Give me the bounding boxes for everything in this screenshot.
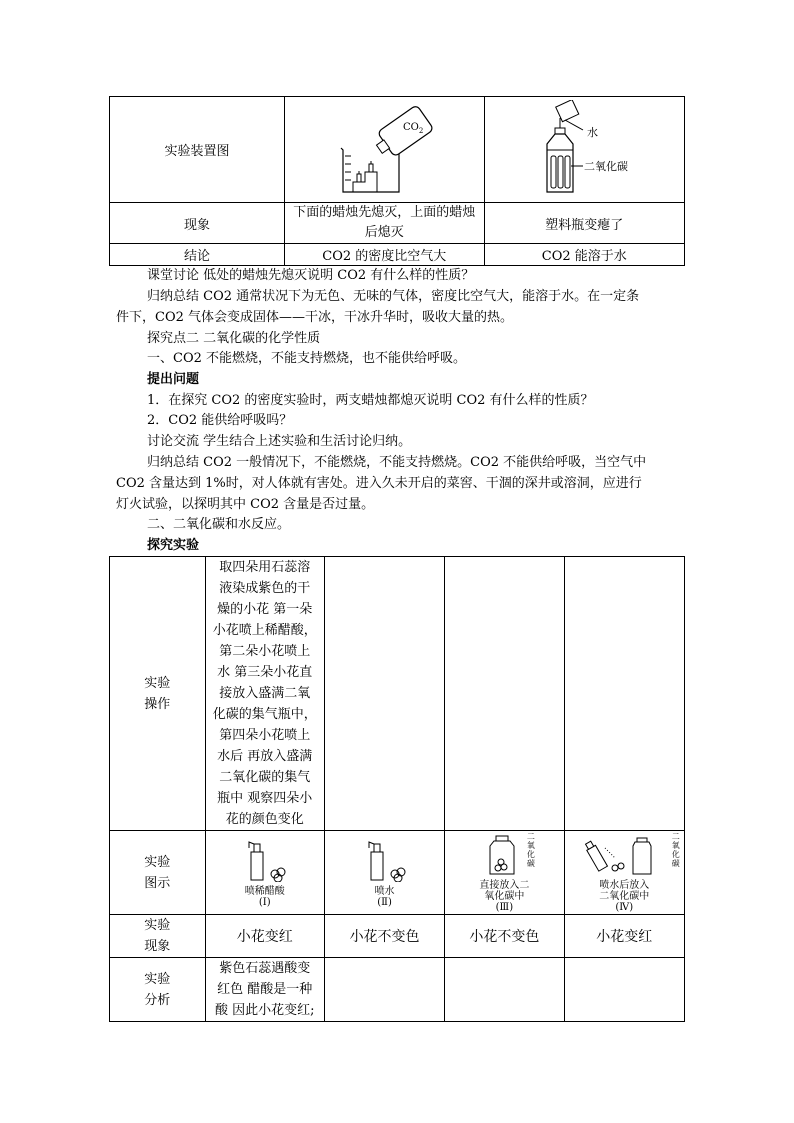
label-line: 实验	[144, 918, 171, 933]
section-heading-2: 探究点二 二氧化碳的化学性质	[147, 331, 321, 346]
row-label-conclusion: 结论	[110, 244, 285, 266]
row-label-phenomenon: 现象	[110, 203, 285, 244]
candle-beaker-illustration	[329, 100, 439, 196]
label-line: 实验	[144, 854, 171, 870]
class-discussion: 课堂讨论 低处的蜡烛先熄灭说明 CO2 有什么样的性质？	[147, 268, 475, 283]
figure-water-then-co2	[564, 831, 684, 915]
conclusion-density: CO2 的密度比空气大	[285, 244, 484, 266]
figure-caption: 二氧化碳中	[599, 891, 650, 902]
question-2: 2．CO2 能供给呼吸吗？	[147, 413, 293, 428]
svg-text:CO2: $CO_2$	[403, 121, 424, 135]
text-line: 液染成紫色的干	[219, 581, 311, 596]
empty-cell	[564, 958, 684, 1022]
text-line: 第四朵小花喷上	[219, 728, 311, 743]
text-line: 花的颜色变化	[225, 812, 304, 827]
empty-cell	[324, 557, 444, 831]
summary-line-1: 归纳总结 CO2 通常状况下为无色、无味的气体，密度比空气大，能溶于水。在一定条	[147, 289, 640, 304]
label-line: 现象	[144, 939, 171, 954]
jar-tag: 二氧化碳	[526, 832, 535, 868]
text-line: 水 第三朵小花直	[217, 665, 313, 680]
explore-experiment-heading: 探究实验	[147, 538, 200, 553]
summary2-line-1: 归纳总结 CO2 一般情况下，不能燃烧，不能支持燃烧。CO2 不能供给呼吸，当空气中	[147, 455, 647, 470]
empty-cell	[324, 958, 444, 1022]
text-line: 化碳的集气瓶中，	[212, 707, 317, 722]
text-line: 酸 因此小花变红;	[214, 1003, 315, 1018]
bottle-experiment-figure	[484, 97, 684, 203]
operation-description	[205, 557, 324, 831]
phenomenon-4: 小花变红	[564, 915, 684, 958]
figure-number: (Ⅲ)	[495, 902, 514, 913]
phenomenon-3: 小花不变色	[445, 915, 564, 958]
label-line: 实验	[144, 675, 171, 691]
figure-caption: 喷稀醋酸	[244, 885, 285, 897]
text-line: 第二朵小花喷上	[219, 644, 311, 659]
question-1: 1．在探究 CO2 的密度实验时，两支蜡烛都熄灭说明 CO2 有什么样的性质？	[147, 393, 594, 408]
figure-caption: 喷水	[374, 885, 395, 897]
text-line: 二氧化碳的集气	[219, 770, 311, 785]
conclusion-solubility: CO2 能溶于水	[484, 244, 684, 266]
text-line: 水后 再放入盛满	[217, 749, 313, 764]
figure-number: (Ⅳ)	[615, 902, 634, 913]
row-label-apparatus: 实验装置图	[110, 97, 285, 203]
summary-line-2: 件下，CO2 气体会变成固体——干冰，干冰升华时，吸收大量的热。	[116, 310, 514, 325]
apparatus-table	[109, 96, 685, 266]
text-line: 紫色石蕊遇酸变	[219, 961, 311, 976]
phenomenon-bottle: 塑料瓶变瘪了	[484, 203, 684, 244]
analysis-1	[205, 958, 324, 1022]
property-statement-1: 一、CO2 不能燃烧，不能支持燃烧，也不能供给呼吸。	[147, 351, 467, 366]
text-line: 取四朵用石蕊溶	[219, 560, 311, 575]
figure-number: (Ⅱ)	[377, 896, 392, 908]
row-label-figure	[110, 831, 206, 915]
phenomenon-1: 小花变红	[205, 915, 324, 958]
label-line: 图示	[144, 875, 171, 891]
candle-experiment-figure	[285, 97, 484, 203]
svg-text:二氧化碳: 二氧化碳	[584, 159, 629, 173]
figure-number: (Ⅰ)	[258, 896, 271, 908]
discussion-exchange: 讨论交流 学生结合上述实验和生活讨论归纳。	[147, 434, 412, 449]
figure-water	[324, 831, 444, 915]
text-line: 瓶中 观察四朵小	[217, 791, 313, 806]
summary2-line-2: CO2 含量达到 1%时，对人体就有害处。进入久未开启的菜窖、干涸的深井或溶洞，应进行	[116, 476, 642, 491]
figure-caption: 氧化碳中	[484, 891, 525, 902]
spray-and-jar-illustration	[581, 832, 667, 876]
figure-vinegar	[205, 831, 324, 915]
figure-co2-direct	[445, 831, 564, 915]
spray-vinegar-illustration	[225, 838, 305, 882]
spray-water-illustration	[345, 838, 425, 882]
empty-cell	[564, 557, 684, 831]
text-line: 接放入盛满二氧	[219, 686, 311, 701]
row-label-operation	[110, 557, 206, 831]
empty-cell	[445, 958, 564, 1022]
text-line: 燥的小花 第一朵	[217, 602, 313, 617]
figure-caption: 喷水后放入	[599, 880, 650, 891]
empty-cell	[445, 557, 564, 831]
text-line: 红色 醋酸是一种	[217, 982, 313, 997]
property-statement-2: 二、二氧化碳和水反应。	[147, 517, 291, 532]
label-line: 操作	[144, 696, 171, 712]
bottle-water-illustration	[529, 100, 639, 196]
phenomenon-2: 小花不变色	[324, 915, 444, 958]
summary2-line-3: 灯火试验，以探明其中 CO2 含量是否过量。	[116, 497, 375, 512]
text-line: 小花喷上稀醋酸，	[212, 623, 317, 638]
row-label-phenomenon	[110, 915, 206, 958]
row-label-analysis	[110, 958, 206, 1022]
raise-question-heading: 提出问题	[147, 372, 200, 387]
jar-tag: 二氧化碳	[671, 832, 680, 868]
label-line: 分析	[144, 992, 171, 1008]
experiment-table	[109, 556, 685, 1022]
label-line: 实验	[144, 971, 171, 987]
phenomenon-candles: 下面的蜡烛先熄灭，上面的蜡烛后熄灭	[285, 203, 484, 244]
figure-caption: 直接放入二	[479, 880, 530, 891]
svg-text:水: 水	[587, 125, 599, 139]
